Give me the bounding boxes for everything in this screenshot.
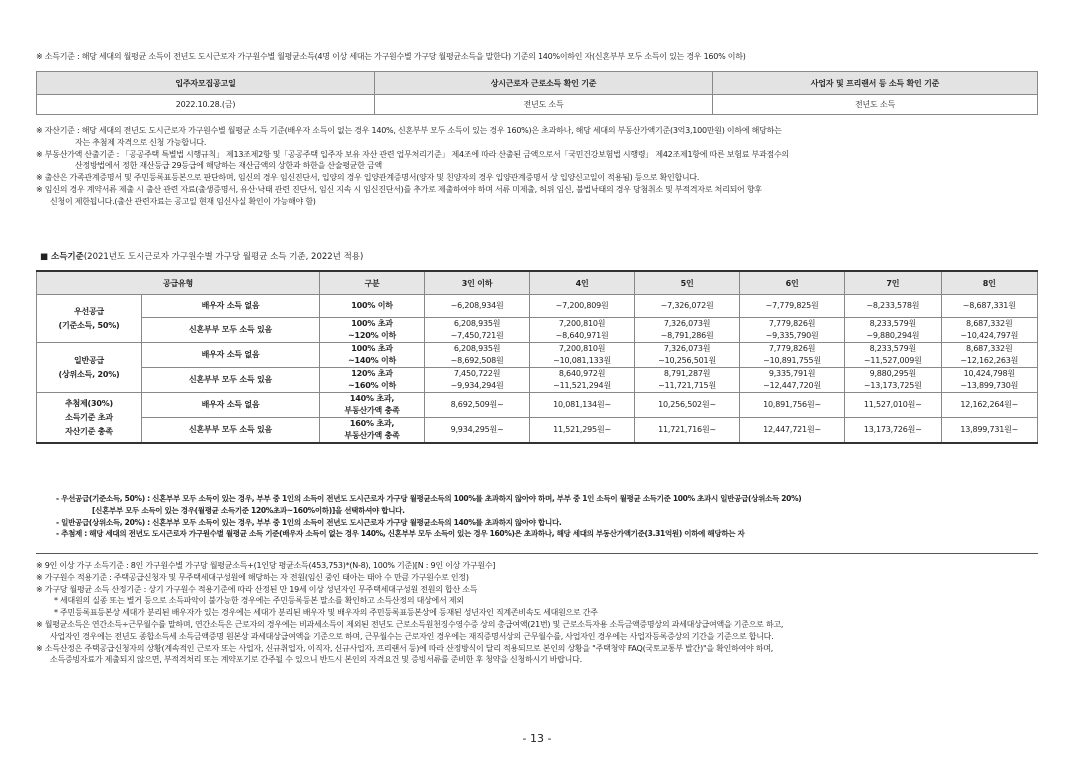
income-value-cell — [845, 393, 941, 418]
condition-line: ~140% 이하 — [348, 356, 397, 365]
income-value: 9,880,295원 — [869, 369, 917, 378]
supply-type-label: 자산기준 충족 — [65, 426, 113, 436]
note-line: [신혼부부 모두 소득이 있는 경우(월평균 소득기준 120%초과~160%이하)]을 선택하셔야 합니다. — [92, 505, 405, 515]
condition-cell — [320, 318, 425, 343]
supply-type-label: 일반공급 — [73, 355, 105, 365]
condition-cell — [320, 393, 425, 418]
income-value: ~12,162,263원 — [960, 356, 1019, 365]
note-line: 신청이 제한됩니다.(출산 관련자료는 공고일 현재 임신사실 확인이 가능해야 함) — [50, 196, 316, 206]
income-value: ~10,081,133원 — [553, 356, 611, 365]
condition-line: ~160% 이하 — [348, 381, 397, 390]
income-value: ~11,521,294원 — [553, 381, 611, 390]
income-value: 11,527,010원~ — [863, 400, 922, 409]
income-value: ~10,424,797원 — [960, 331, 1019, 340]
supply-type-label: 우선공급 — [73, 306, 105, 316]
income-value: 12,447,721원~ — [763, 425, 821, 434]
income-value: ~8,640,971원 — [555, 331, 609, 340]
income-value: 7,326,073원 — [663, 344, 711, 353]
section-title — [40, 250, 363, 262]
income-value-cell — [530, 418, 635, 444]
table-row — [37, 418, 1038, 444]
income-value-cell — [740, 343, 845, 368]
income-value: ~8,233,578원 — [866, 301, 920, 310]
income-value: 7,326,073원 — [663, 319, 711, 328]
income-value-cell — [530, 368, 635, 393]
condition-line: 부동산가액 충족 — [344, 431, 400, 440]
subtype-cell: 배우자 소득 없음 — [142, 343, 320, 368]
income-value: 9,335,791원 — [768, 369, 816, 378]
section-title-label: ■ 소득기준 — [40, 252, 84, 262]
income-value: ~12,447,720원 — [763, 381, 821, 390]
income-value: 7,450,722원 — [453, 369, 501, 378]
income-value-cell — [425, 343, 530, 368]
t1-header: 상시근로자 근로소득 확인 기준 — [375, 72, 713, 95]
subtype-cell: 신혼부부 모두 소득 있음 — [142, 318, 320, 343]
income-value-cell — [530, 295, 635, 318]
income-value-cell — [845, 368, 941, 393]
income-value: ~11,721,715원 — [658, 381, 716, 390]
t1-header: 사업자 및 프리랜서 등 소득 확인 기준 — [713, 72, 1038, 95]
income-value-cell — [530, 318, 635, 343]
supply-type-label: 추첨제(30%) — [64, 398, 114, 408]
income-value-cell — [425, 393, 530, 418]
income-value-cell — [941, 295, 1037, 318]
income-value: ~7,779,825원 — [765, 301, 819, 310]
note-line: - 일반공급(상위소득, 20%) : 신혼부부 모두 소득이 있는 경우, 부부 중 1인의 소득이 전년도 도시근로자 가구당 월평균소득의 140%를 초과하지 않아야 합니다. — [56, 517, 562, 527]
t2-header-row — [37, 271, 1038, 295]
income-criteria-note: ※ 소득기준 : 해당 세대의 월평균 소득이 전년도 도시근로자 가구원수별 월평균소득(4명 이상 세대는 가구원수별 가구당 월평균소득을 말한다) 기준의 140%이하인 자(신혼부부 모두 소득이 있는 경우 160% 이하) — [36, 52, 746, 61]
income-value: 8,640,972원 — [558, 369, 606, 378]
income-value: 8,692,509원~ — [450, 400, 504, 409]
income-value-cell — [941, 393, 1037, 418]
income-check-table — [36, 71, 1038, 115]
t2-header: 7인 — [845, 271, 941, 295]
income-value-cell — [425, 418, 530, 444]
income-value-cell — [425, 295, 530, 318]
income-value-cell — [740, 318, 845, 343]
income-value-cell — [635, 368, 740, 393]
page-number: - 13 - — [522, 732, 552, 745]
income-value: 7,779,826원 — [768, 344, 816, 353]
income-value: ~13,173,725원 — [863, 381, 922, 390]
income-value: ~11,527,009원 — [863, 356, 922, 365]
t2-header: 4인 — [530, 271, 635, 295]
subtype-cell: 신혼부부 모두 소득 있음 — [142, 368, 320, 393]
note-line: ※ 자산기준 : 해당 세대의 전년도 도시근로자 가구원수별 월평균 소득 기준(배우자 소득이 없는 경우 140%, 신혼부부 모두 소득이 있는 경우 160%)은 초과하나, 해당 세대의 부동산가액기준(3억3,100만원) 이하에 해당하는 — [36, 126, 782, 135]
note-line: ※ 부동산가액 산출기준 : 「공공주택 특별법 시행규칙」 제13조제2항 및「공공주택 입주자 보유 자산 관련 업무처리기준」 제4조에 따라 산출된 금액으로서「국민건강보험법 시행령」 제42조제1항에 따른 보험료 부과점수의 — [36, 149, 789, 159]
income-value-cell — [635, 343, 740, 368]
income-value-cell — [740, 393, 845, 418]
table-row — [37, 368, 1038, 393]
note-line: ※ 9인 이상 가구 소득기준 : 8인 가구원수별 가구당 월평균소득+(1인당 평균소득(453,753)*(N-8), 100% 기준)[N : 9인 이상 가구원수] — [36, 561, 496, 570]
section-subtitle: (2021년도 도시근로자 가구원수별 가구당 월평균 소득 기준, 2022년 적용) — [83, 252, 364, 262]
income-value: ~9,335,790원 — [765, 331, 819, 340]
condition-line: 140% 초과, — [349, 394, 395, 403]
income-value-cell — [845, 418, 941, 444]
income-value-cell — [845, 343, 941, 368]
income-value: ~7,450,721원 — [450, 331, 504, 340]
table-row — [37, 318, 1038, 343]
note-line: - 우선공급(기준소득, 50%) : 신혼부부 모두 소득이 있는 경우, 부부 중 1인의 소득이 전년도 도시근로자 가구당 월평균소득의 100%를 초과하지 않아야 하며, 부부 중 1인 소득이 월평균 소득기준 100% 초과시 일반공급(상위소득 20%) — [56, 494, 802, 503]
condition-line: 100% 이하 — [351, 301, 393, 310]
note-line: - 추첨제 : 해당 세대의 전년도 도시근로자 가구원수별 월평균 소득 기준(배우자 소득이 없는 경우 140%, 신혼부부 모두 소득이 있는 경우 160%)은 초과하나, 해당 세대의 부동산가액기준(3.31억원) 이하에 해당하는 자 — [56, 529, 745, 539]
income-value: 11,521,295원~ — [553, 425, 611, 434]
income-value: ~10,256,501원 — [658, 356, 716, 365]
condition-cell — [320, 368, 425, 393]
note-line: 사업자인 경우에는 전년도 종합소득세 소득금액증명 원본상 과세대상급여액을 기준으로 하며, 근무월수는 근로자인 경우에는 재직증명서상의 근무월수를, 사업자인 경우에는 사업자등록증상의 기간을 기준으로 합니다. — [50, 631, 774, 641]
note-line: 소득증빙자료가 제출되지 않으면, 부적격처리 또는 계약포기로 간주될 수 있으니 반드시 본인의 자격요건 및 증빙서류를 준비한 후 청약을 신청하시기 바랍니다. — [50, 655, 582, 665]
t2-header: 구분 — [320, 271, 425, 295]
income-value: ~8,692,508원 — [450, 356, 504, 365]
supply-type-label: 소득기준 초과 — [65, 412, 113, 422]
supply-type-label: (기준소득, 50%) — [58, 320, 120, 330]
condition-line: 100% 초과 — [351, 319, 393, 328]
t2-header: 8인 — [941, 271, 1037, 295]
t1-header: 입주자모집공고일 — [37, 72, 375, 95]
income-value: 11,721,716원~ — [658, 425, 716, 434]
t2-header: 3인 이하 — [425, 271, 530, 295]
income-value: 13,899,731원~ — [960, 425, 1019, 434]
income-value: 7,779,826원 — [768, 319, 816, 328]
note-line: ※ 소득산정은 주택공급신청자의 상황(계속적인 근로자 또는 사업자, 신규취업자, 이직자, 신규사업자, 프리랜서 등)에 따라 산정방식이 달리 적용되므로 본인의 상황을 "주택청약 FAQ(국토교통부 발간)"을 확인하여야 하며, — [36, 643, 774, 653]
table-row — [37, 295, 1038, 318]
income-value-cell — [941, 368, 1037, 393]
supply-type-cell — [37, 393, 142, 444]
supply-type-cell — [37, 295, 142, 343]
income-value: 10,081,134원~ — [553, 400, 611, 409]
income-value: 10,424,798원 — [963, 369, 1015, 378]
note-line: ※ 월평균소득은 연간소득÷근무월수를 말하며, 연간소득은 근로자의 경우에는 비과세소득이 제외된 전년도 근로소득원천징수영수증 상의 총급여액(21번) 및 근로소득자용 소득금액증명상의 과세대상급여액을 기준으로 하고, — [36, 620, 784, 629]
condition-cell — [320, 418, 425, 444]
note-line: ※ 가구당 월평균 소득 산정기준 : 상기 가구원수 적용기준에 따라 산정된 만 19세 이상 성년자인 무주택세대구성원 전원의 합산 소득 — [36, 584, 478, 594]
income-value-cell — [941, 418, 1037, 444]
income-value-cell — [635, 418, 740, 444]
income-value: ~9,934,294원 — [450, 381, 504, 390]
note-line: ※ 출산은 가족관계증명서 및 주민등록표등본으로 판단하며, 임신의 경우 임신진단서, 입양의 경우 입양관계증명서(양자 및 친양자의 경우 입양관계증명서 상 입양신고일이 적용됨) 등으로 확인합니다. — [36, 173, 700, 183]
note-line: 산정방법에서 정한 재산등급 29등급에 해당하는 재산금액의 상한과 하한을 산술평균한 금액 — [75, 161, 382, 171]
income-value: ~10,891,755원 — [763, 356, 821, 365]
t2-header: 5인 — [635, 271, 740, 295]
income-value: 9,934,295원~ — [450, 425, 504, 434]
income-value-cell — [635, 393, 740, 418]
condition-cell — [320, 343, 425, 368]
income-value: 13,173,726원~ — [863, 425, 922, 434]
note-line: * 주민등록표등본상 세대가 분리된 배우자가 있는 경우에는 세대가 분리된 배우자 및 배우자의 주민등록표등본상에 등재된 성년자인 직계존비속도 세대원으로 간주 — [54, 608, 598, 618]
income-value-cell — [941, 343, 1037, 368]
income-value-cell — [740, 418, 845, 444]
income-value: 8,233,579원 — [869, 344, 917, 353]
t1-cell: 전년도 소득 — [375, 95, 713, 115]
income-value-cell — [941, 318, 1037, 343]
income-value-cell — [740, 295, 845, 318]
income-value: ~7,326,072원 — [660, 301, 714, 310]
t2-header: 공급유형 — [37, 271, 320, 295]
income-value: ~8,687,331원 — [962, 301, 1016, 310]
income-value: ~9,880,294원 — [866, 331, 920, 340]
note-line: * 세대원의 실종 또는 별거 등으로 소득파악이 불가능한 경우에는 주민등록등본 말소를 확인하고 소득산정의 대상에서 제외 — [54, 596, 464, 606]
income-value: 10,256,502원~ — [658, 400, 716, 409]
income-value: 8,791,287원 — [663, 369, 711, 378]
supply-type-label: (상위소득, 20%) — [58, 369, 120, 379]
supply-type-cell — [37, 343, 142, 393]
note-line: ※ 임신의 경우 계약서류 제출 시 출산 관련 자료(출생증명서, 유산·낙태 관련 진단서, 임신 지속 시 임신진단서)를 추가로 제출하여야 하며 서류 미제출, 허위 임신, 불법낙태의 경우 당첨취소 및 부적격자로 처리되어 향후 — [36, 185, 762, 194]
condition-line: 160% 초과, — [349, 419, 395, 428]
income-value: 12,162,264원~ — [960, 400, 1019, 409]
income-value: 8,687,332원 — [966, 344, 1013, 353]
income-value: ~13,899,730원 — [960, 381, 1019, 390]
table-row — [37, 343, 1038, 368]
t1-cell: 2022.10.28.(금) — [37, 95, 375, 115]
income-standard-table — [36, 270, 1038, 444]
condition-line: 100% 초과 — [351, 344, 393, 353]
income-value-cell — [530, 343, 635, 368]
note-line: ※ 가구원수 적용기준 : 주택공급신청자 및 무주택세대구성원에 해당하는 자 전원(임신 중인 태아는 태아 수 만큼 가구원수로 인정) — [36, 572, 469, 582]
income-value: 8,687,332원 — [966, 319, 1013, 328]
income-value-cell — [635, 295, 740, 318]
income-value: ~6,208,934원 — [450, 301, 504, 310]
income-value-cell — [425, 368, 530, 393]
income-value-cell — [425, 318, 530, 343]
condition-cell — [320, 295, 425, 318]
income-value: 8,233,579원 — [869, 319, 917, 328]
divider — [36, 553, 1038, 554]
income-value: 7,200,810원 — [558, 319, 606, 328]
subtype-cell: 신혼부부 모두 소득 있음 — [142, 418, 320, 444]
income-value-cell — [845, 318, 941, 343]
subtype-cell: 배우자 소득 없음 — [142, 295, 320, 318]
income-value: ~7,200,809원 — [555, 301, 609, 310]
income-value-cell — [530, 393, 635, 418]
note-line: 자는 추첨제 자격으로 신청 가능합니다. — [75, 137, 207, 147]
income-value-cell — [635, 318, 740, 343]
subtype-cell: 배우자 소득 없음 — [142, 393, 320, 418]
income-value: 6,208,935원 — [453, 344, 501, 353]
table-row — [37, 393, 1038, 418]
condition-line: 120% 초과 — [351, 369, 393, 378]
income-value-cell — [740, 368, 845, 393]
income-value: 6,208,935원 — [453, 319, 501, 328]
income-value-cell — [845, 295, 941, 318]
income-value: ~8,791,286원 — [660, 331, 714, 340]
t2-header: 6인 — [740, 271, 845, 295]
condition-line: 부동산가액 충족 — [344, 406, 400, 415]
income-value: 10,891,756원~ — [763, 400, 821, 409]
t1-cell: 전년도 소득 — [713, 95, 1038, 115]
condition-line: ~120% 이하 — [348, 331, 397, 340]
income-value: 7,200,810원 — [558, 344, 606, 353]
